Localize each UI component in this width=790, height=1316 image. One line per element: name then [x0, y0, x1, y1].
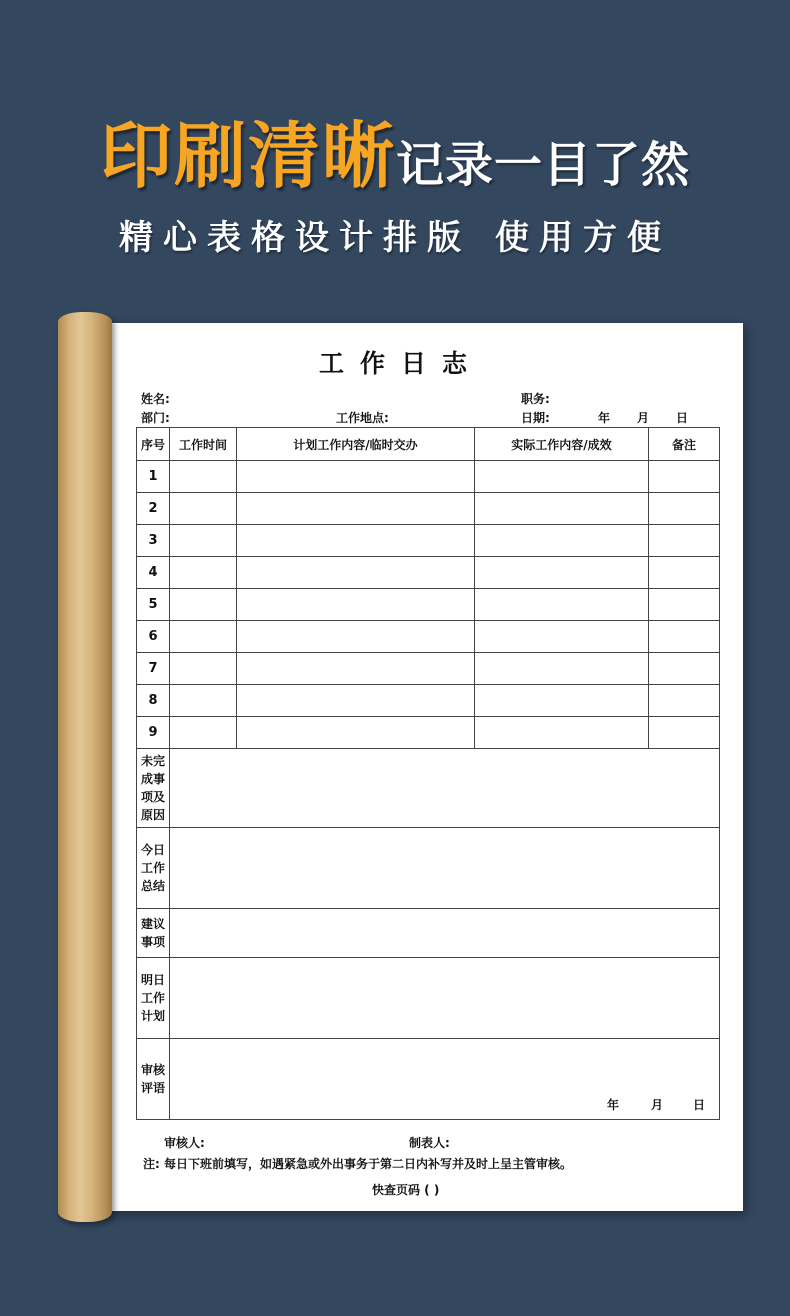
table-row: [137, 589, 720, 621]
planned-work-cell[interactable]: [237, 461, 475, 493]
planned-work-cell[interactable]: [237, 653, 475, 685]
remarks-cell[interactable]: [649, 493, 720, 525]
actual-work-cell[interactable]: [475, 589, 649, 621]
section-today-summary-content[interactable]: [170, 828, 720, 909]
subtitle: [0, 210, 790, 259]
maker-label: 制表人:: [409, 1136, 450, 1150]
work-time-cell[interactable]: [170, 557, 237, 589]
section-unfinished: [137, 749, 720, 828]
reviewer-label: 审核人:: [164, 1136, 205, 1150]
page-code: 快查页码 ( ): [372, 1183, 440, 1197]
section-label-review: [137, 1039, 170, 1120]
form-title: 工作日志: [318, 349, 483, 378]
date-label: 日期:: [521, 411, 550, 425]
remarks-cell[interactable]: [649, 557, 720, 589]
header-remarks: 备注: [649, 428, 720, 461]
actual-work-cell[interactable]: [475, 493, 649, 525]
actual-work-cell[interactable]: [475, 525, 649, 557]
position-label: 职务:: [521, 392, 550, 406]
dept-label: 部门:: [141, 411, 170, 425]
table-row: [137, 653, 720, 685]
row-number: 9: [137, 717, 170, 749]
work-time-cell[interactable]: [170, 653, 237, 685]
actual-work-cell[interactable]: [475, 557, 649, 589]
header-actual-work: 实际工作内容/成效: [475, 428, 649, 461]
subtitle-part1: 精心表格设计排版: [119, 218, 471, 258]
subtitle-part2: 使用方便: [495, 218, 671, 258]
remarks-cell[interactable]: [649, 525, 720, 557]
row-number: 7: [137, 653, 170, 685]
planned-work-cell[interactable]: [237, 493, 475, 525]
section-label-text: 审核 评语: [140, 1063, 165, 1095]
headline-highlight: 印刷清晰: [99, 114, 396, 198]
section-review: [137, 1039, 720, 1120]
footer-note: 注: 每日下班前填写，如遇紧急或外出事务于第二日内补写并及时上呈主管审核。: [143, 1157, 572, 1171]
section-tomorrow-plan-content[interactable]: [170, 958, 720, 1039]
section-label-text: 今日 工作 总结: [140, 843, 165, 893]
review-day: 日: [692, 1098, 705, 1112]
location-label: 工作地点:: [336, 411, 389, 425]
row-number: 6: [137, 621, 170, 653]
row-number: 2: [137, 493, 170, 525]
section-review-content[interactable]: [170, 1039, 720, 1120]
remarks-cell[interactable]: [649, 653, 720, 685]
table-row: [137, 621, 720, 653]
section-label-text: 建议 事项: [140, 917, 165, 949]
review-month: 月: [650, 1098, 663, 1112]
table-row: [137, 717, 720, 749]
review-year: 年: [606, 1098, 619, 1112]
actual-work-cell[interactable]: [475, 685, 649, 717]
section-label-text: 未完 成事 项及 原因: [140, 754, 165, 822]
section-label-tomorrow-plan: [137, 958, 170, 1039]
table-row: [137, 685, 720, 717]
section-label-unfinished: [137, 749, 170, 828]
planned-work-cell[interactable]: [237, 685, 475, 717]
header-planned-work: 计划工作内容/临时交办: [237, 428, 475, 461]
section-suggestions: [137, 909, 720, 958]
work-time-cell[interactable]: [170, 717, 237, 749]
table-header-row: [137, 428, 720, 461]
planned-work-cell[interactable]: [237, 557, 475, 589]
work-time-cell[interactable]: [170, 589, 237, 621]
header-index: 序号: [137, 428, 170, 461]
row-number: 4: [137, 557, 170, 589]
actual-work-cell[interactable]: [475, 461, 649, 493]
row-number: 1: [137, 461, 170, 493]
remarks-cell[interactable]: [649, 685, 720, 717]
actual-work-cell[interactable]: [475, 653, 649, 685]
work-time-cell[interactable]: [170, 621, 237, 653]
table-row: [137, 461, 720, 493]
section-label-text: 明日 工作 计划: [140, 973, 165, 1023]
date-year: 年: [598, 411, 611, 425]
table-row: [137, 525, 720, 557]
section-tomorrow-plan: [137, 958, 720, 1039]
work-time-cell[interactable]: [170, 525, 237, 557]
planned-work-cell[interactable]: [237, 589, 475, 621]
date-day: 日: [676, 411, 689, 425]
planned-work-cell[interactable]: [237, 525, 475, 557]
review-date: [585, 1096, 705, 1113]
planned-work-cell[interactable]: [237, 621, 475, 653]
section-unfinished-content[interactable]: [170, 749, 720, 828]
row-number: 5: [137, 589, 170, 621]
table-row: [137, 557, 720, 589]
headline-rest: 记录一目了然: [396, 137, 691, 193]
section-label-suggestions: [137, 909, 170, 958]
remarks-cell[interactable]: [649, 589, 720, 621]
remarks-cell[interactable]: [649, 461, 720, 493]
row-number: 3: [137, 525, 170, 557]
work-time-cell[interactable]: [170, 685, 237, 717]
header-work-time: 工作时间: [170, 428, 237, 461]
remarks-cell[interactable]: [649, 717, 720, 749]
section-today-summary: [137, 828, 720, 909]
section-label-today-summary: [137, 828, 170, 909]
name-label: 姓名:: [141, 392, 170, 406]
remarks-cell[interactable]: [649, 621, 720, 653]
table-row: [137, 493, 720, 525]
work-log-table: [136, 427, 720, 1120]
planned-work-cell[interactable]: [237, 717, 475, 749]
row-number: 8: [137, 685, 170, 717]
work-time-cell[interactable]: [170, 493, 237, 525]
paper-roll: [58, 312, 112, 1222]
actual-work-cell[interactable]: [475, 621, 649, 653]
work-time-cell[interactable]: [170, 461, 237, 493]
date-month: 月: [637, 411, 650, 425]
section-suggestions-content[interactable]: [170, 909, 720, 958]
actual-work-cell[interactable]: [475, 717, 649, 749]
headline: [0, 98, 790, 202]
